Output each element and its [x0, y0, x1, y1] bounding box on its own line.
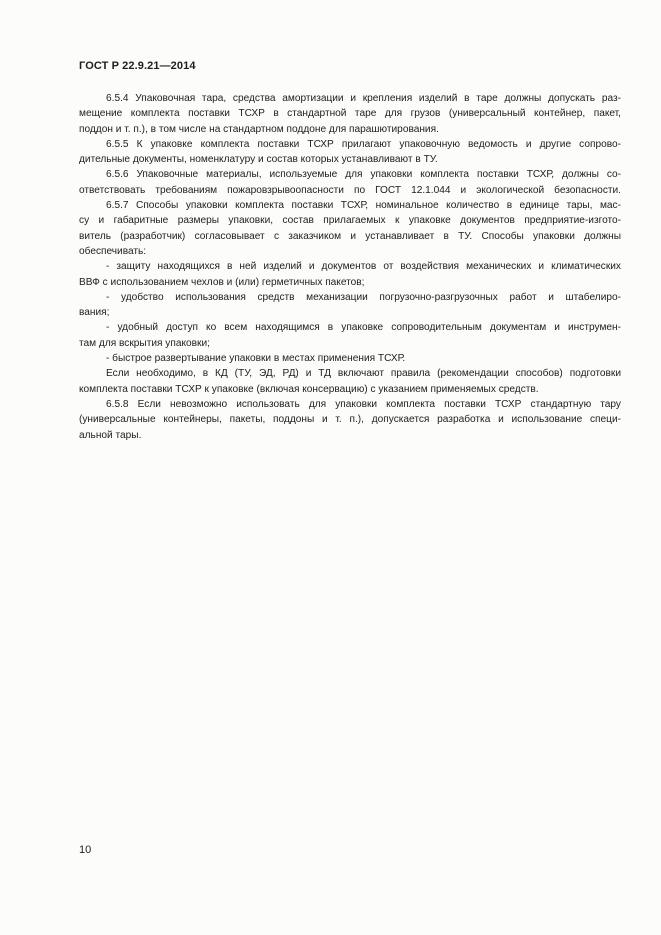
text-line: дительные документы, номенклатуру и состав которых устанавливают в ТУ.	[79, 154, 438, 166]
text-line: альной тары.	[79, 429, 142, 441]
text-line: - удобный доступ ко всем находящимся в упаковке сопроводительным документам и инструмен-	[106, 322, 621, 334]
text-line: ВВФ с использованием чехлов и (или) герметичных пакетов;	[79, 276, 365, 288]
text-line: 6.5.7 Способы упаковки комплекта поставки ТСХР, номинальное количество в единице тары, мас-	[106, 200, 621, 212]
text-line: обеспечивать:	[79, 245, 147, 257]
text-line: 6.5.5 К упаковке комплекта поставки ТСХР прилагают упаковочную ведомость и другие сопрово-	[106, 138, 621, 150]
text-line: 6.5.4 Упаковочная тара, средства амортизации и крепления изделий в таре должны допускать раз-	[106, 93, 621, 104]
document-body	[79, 91, 621, 443]
text-line: - быстрое развертывание упаковки в местах применения ТСХР.	[106, 353, 406, 365]
text-line: комплекта поставки ТСХР к упаковке (включая консервацию) с указанием применяемых средств.	[79, 383, 539, 395]
text-line: ответствовать требованиям пожаровзрывоопасности по ГОСТ 12.1.044 и экологической безопасности.	[79, 184, 621, 196]
text-line: (универсальные контейнеры, пакеты, поддоны и т. п.), допускается разработка и использование специ-	[79, 414, 621, 426]
text-line: витель (разработчик) согласовывает с заказчиком и устанавливает в ТУ. Способы упаковки должны	[79, 230, 621, 242]
page-number: 10	[79, 844, 92, 856]
text-line: 6.5.8 Если невозможно использовать для упаковки комплекта поставки ТСХР стандартную тару	[106, 398, 621, 410]
text-line: 6.5.6 Упаковочные материалы, используемые для упаковки комплекта поставки ТСХР, должны со-	[106, 169, 621, 181]
document-header: ГОСТ Р 22.9.21—2014	[79, 60, 196, 72]
text-line: Если необходимо, в КД (ТУ, ЭД, РД) и ТД включают правила (рекомендации способов) подготовки	[106, 368, 621, 380]
text-line: - защиту находящихся в ней изделий и документов от воздействия механических и климатических	[106, 261, 621, 273]
text-line: су и габаритные размеры упаковки, состав прилагаемых к упаковке документов предприятие-изгото-	[79, 215, 621, 227]
text-line: там для вскрытия упаковки;	[79, 337, 210, 349]
text-line: поддон и т. п.), в том числе на стандартном поддоне для парашютирования.	[79, 123, 439, 135]
text-line: мещение комплекта поставки ТСХР в стандартной таре для грузов (универсальный контейнер, пакет,	[79, 108, 621, 120]
text-line: - удобство использования средств механизации погрузочно-разгрузочных работ и штабелиро-	[106, 291, 621, 303]
text-line: вания;	[79, 307, 110, 319]
